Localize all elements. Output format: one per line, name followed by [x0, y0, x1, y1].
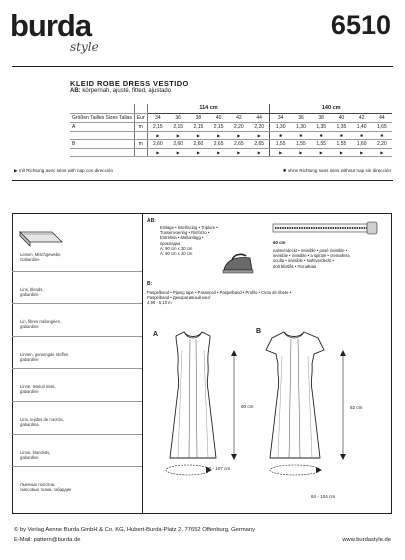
legend-without-nap: [283, 168, 391, 174]
fabric-divider: [12, 466, 142, 467]
nap-arrow-icon: ▶: [249, 148, 270, 156]
size-header: 38: [188, 113, 208, 122]
nap-arrow-icon: ▶: [147, 148, 168, 156]
nap-arrow-icon: ▶: [188, 131, 208, 139]
contact-email: E-Mail: pattern@burda.de: [14, 537, 81, 543]
size-header: 36: [291, 113, 311, 122]
fabric-divider: [12, 271, 142, 272]
view-row-label: B: [70, 139, 134, 148]
nap-arrow-icon: ▶: [209, 148, 229, 156]
size-row-label: Größen Tailles Sizes Tallas: [70, 113, 134, 122]
size-header: 34: [147, 113, 168, 122]
fabric-suggestion-de: Leinen, Mischgewebe, Gabardine: [20, 252, 62, 263]
yardage-cell: 2,65: [229, 139, 249, 148]
brand-logo: burda: [10, 8, 92, 43]
size-header: 40: [331, 113, 351, 122]
yardage-cell: 1,35: [331, 122, 351, 131]
nap-arrow-icon: ▶: [168, 148, 188, 156]
notions-b-label: B:: [147, 281, 153, 287]
yardage-cell: 2,20: [372, 139, 392, 148]
yardage-cell: 1,55: [270, 139, 291, 148]
view-a-label: A: [153, 331, 159, 338]
nap-arrow-icon: ▶: [372, 148, 392, 156]
fabric-divider: [12, 368, 142, 369]
yardage-cell: 2,60: [168, 139, 188, 148]
yardage-cell: 1,65: [372, 122, 392, 131]
hem-circumference-b: 84 - 104 cm: [311, 494, 336, 499]
nap-arrow-icon: ▶: [229, 148, 249, 156]
yardage-cell: 2,15: [168, 122, 188, 131]
yardage-cell: 1,40: [352, 122, 372, 131]
size-header: 34: [270, 113, 291, 122]
length-arrow-b: [338, 350, 348, 460]
yardage-cell: 2,15: [147, 122, 168, 131]
size-header: 42: [229, 113, 249, 122]
zipper-description: nahtverdeckt • invisible • posé invisible • invisible • invisible • a spirale • cremallera oculta • invisible • Nahtverdeckt • dolt blixtlås • Потайная: [273, 248, 350, 269]
yardage-cell: 1,55: [311, 139, 331, 148]
size-chart: [70, 104, 392, 157]
hem-circumference-a: 87 - 107 cm: [206, 466, 231, 471]
garment-title: KLEID ROBE DRESS VESTIDO: [70, 79, 189, 88]
legend-without-nap-text: ohne Richtung sans sens without nap sin dirección: [287, 168, 391, 173]
nap-arrow-icon: ▶: [147, 131, 168, 139]
fabric-suggestion-es: Lino, tejidos de mezcla, gabardina: [20, 417, 64, 428]
copyright-notice: © by Verlag Aenne Burda GmbH & Co. KG, Hubert-Burda-Platz 2, 77652 Offenburg, Germany: [14, 527, 255, 533]
fabric-divider: [12, 401, 142, 402]
fabric-width-a: 114 cm: [147, 104, 270, 113]
double-arrow-icon: ✱: [291, 131, 311, 139]
piping-description: Paspelband • Piping tape • Passepoil • Paspelband • Profilo • Cinta de ribete • Paspelband • Декоративный кант 4,90 - 5,10 m: [147, 290, 292, 306]
size-header: 42: [352, 113, 372, 122]
legend-with-nap: [14, 168, 113, 174]
fabric-suggestion-ru: Льняные полотна, смесовые ткани, габардин: [20, 482, 72, 493]
fabric-width-b: 140 cm: [270, 104, 392, 113]
interfacing-text: Einlage • Interfacing • Triplure • Tussenvoering • Rinforzo • Entretela • Mellanlägg • прокладка A: 90 cm x 30 cm A: 90 cm x 20 cm: [160, 225, 218, 257]
view-b-label: B: [256, 328, 262, 335]
nap-arrow-icon: ▶: [229, 131, 249, 139]
fabric-suggestion-sv: Linne, blandväv, gabardine: [20, 450, 51, 461]
nap-arrow-icon: ▶: [249, 131, 270, 139]
hem-arrow-b: [266, 462, 324, 478]
double-arrow-icon: ✱: [331, 131, 351, 139]
nap-arrow-icon: ▶: [352, 148, 372, 156]
nap-arrow-icon: ▶: [188, 148, 208, 156]
fit-description: [70, 88, 171, 94]
fit-text: körpernah, ajusté, fitted, ajustado: [82, 88, 172, 94]
size-unit-label: Eur: [134, 113, 147, 122]
nap-arrow-icon: ▶: [209, 131, 229, 139]
yardage-cell: 1,30: [270, 122, 291, 131]
nap-arrow-icon: ▶: [331, 148, 351, 156]
length-b: 82 cm: [350, 405, 363, 410]
fabric-divider: [12, 336, 142, 337]
zipper-icon: [271, 218, 381, 238]
double-arrow-icon: ✱: [352, 131, 372, 139]
fabric-divider: [12, 434, 142, 435]
yardage-cell: 1,55: [331, 139, 351, 148]
fabric-suggestion-nl: Linnen, gemengde stoffen, gabardine: [20, 352, 70, 363]
double-arrow-icon: ✱: [270, 131, 291, 139]
row-unit: m: [134, 139, 147, 148]
size-header: 36: [168, 113, 188, 122]
header-divider: [12, 66, 393, 67]
size-header: 44: [249, 113, 270, 122]
zipper-length: 60 cm: [273, 240, 286, 245]
yardage-cell: 2,60: [188, 139, 208, 148]
view-row-label: A: [70, 122, 134, 131]
fabric-suggestion-it: Linne, tessuti misti, gabardine: [20, 384, 56, 395]
fabric-divider: [12, 303, 142, 304]
fabric-suggestion-fr: Lin, fibres mélangées, gabardine: [20, 319, 61, 330]
length-arrow-a: [229, 350, 239, 460]
yardage-cell: 2,15: [209, 122, 229, 131]
double-arrow-icon: ✱: [311, 131, 331, 139]
yardage-cell: 2,20: [229, 122, 249, 131]
yardage-cell: 1,55: [291, 139, 311, 148]
size-header: 38: [311, 113, 331, 122]
nap-arrow-icon: ▶: [270, 148, 291, 156]
length-a: 60 cm: [241, 404, 254, 409]
yardage-cell: 2,65: [209, 139, 229, 148]
notions-ab-label: AB:: [147, 218, 156, 224]
nap-arrow-icon: ▶: [311, 148, 331, 156]
yardage-cell: 1,35: [311, 122, 331, 131]
legend-with-nap-text: mit Richtung avec sens with nap con dirección: [18, 168, 114, 173]
nap-arrow-icon: ▶: [14, 168, 19, 173]
section-divider: [12, 180, 393, 181]
folded-fabric-icon: [18, 228, 64, 250]
nap-arrow-icon: ▶: [291, 148, 311, 156]
brand-subtitle: style: [70, 40, 99, 54]
row-unit: m: [134, 122, 147, 131]
fit-prefix: AB:: [70, 88, 81, 94]
yardage-cell: 2,20: [249, 122, 270, 131]
panel-divider: [142, 213, 143, 514]
dress-b-illustration: [258, 330, 338, 465]
yardage-cell: 2,60: [147, 139, 168, 148]
yardage-cell: 2,15: [188, 122, 208, 131]
double-arrow-icon: ✱: [282, 168, 288, 173]
yardage-cell: 1,60: [352, 139, 372, 148]
fabric-suggestion-en: Lins, blends, gabardine: [20, 287, 44, 298]
double-arrow-icon: ✱: [372, 131, 392, 139]
size-header: 40: [209, 113, 229, 122]
size-header: 44: [372, 113, 392, 122]
yardage-cell: 2,65: [249, 139, 270, 148]
pattern-number: 6510: [330, 10, 391, 40]
yardage-cell: 1,30: [291, 122, 311, 131]
dress-a-illustration: [160, 330, 230, 465]
website-link[interactable]: www.burdastyle.de: [342, 537, 391, 543]
nap-arrow-icon: ▶: [168, 131, 188, 139]
iron-icon: [220, 250, 256, 276]
